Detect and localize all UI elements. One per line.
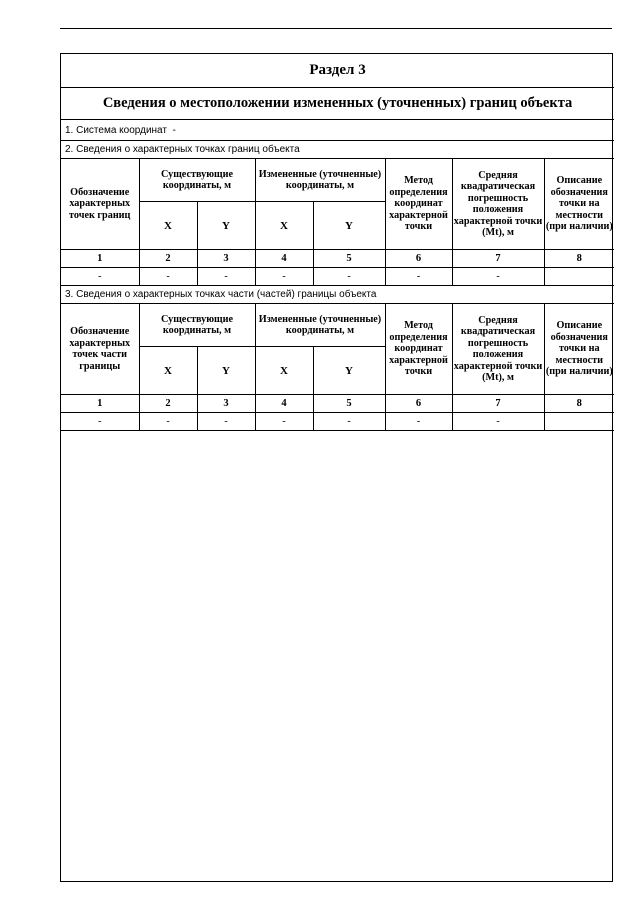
t2-cell: - bbox=[385, 413, 452, 431]
t1-cell: - bbox=[61, 268, 139, 286]
t1-colnum: 4 bbox=[255, 250, 313, 268]
t2-header-description: Описание обозначения точки на местности (при наличии) bbox=[544, 304, 614, 395]
t1-data-row bbox=[61, 268, 614, 286]
t1-colnum: 2 bbox=[139, 250, 197, 268]
t2-header-changed-y: Y bbox=[313, 347, 385, 395]
t2-data-row bbox=[61, 413, 614, 431]
coordinate-system-value: - bbox=[172, 124, 176, 136]
section-frame bbox=[60, 53, 613, 882]
t1-header-changed-x: X bbox=[255, 202, 313, 250]
t2-colnum: 2 bbox=[139, 395, 197, 413]
t1-header-changed-y: Y bbox=[313, 202, 385, 250]
coordinate-system-row bbox=[61, 120, 614, 141]
t1-colnum: 3 bbox=[197, 250, 255, 268]
t2-header-existing-y: Y bbox=[197, 347, 255, 395]
table2-caption: 3. Сведения о характерных точках части (частей) границы объекта bbox=[61, 286, 614, 304]
t1-header-existing-y: Y bbox=[197, 202, 255, 250]
t2-cell: - bbox=[255, 413, 313, 431]
t1-cell: - bbox=[452, 268, 544, 286]
coordinate-system-label: 1. Система координат bbox=[65, 124, 167, 136]
t1-colnum: 5 bbox=[313, 250, 385, 268]
t2-cell: - bbox=[197, 413, 255, 431]
t1-header-existing: Существующие координаты, м bbox=[139, 159, 255, 202]
t2-cell: - bbox=[452, 413, 544, 431]
t1-colnum: 8 bbox=[544, 250, 614, 268]
t1-header-designation: Обозначение характерных точек границ bbox=[61, 159, 139, 250]
t2-colnum: 7 bbox=[452, 395, 544, 413]
t2-header-changed-x: X bbox=[255, 347, 313, 395]
t2-header-error: Средняя квадратическая погрешность положения характерной точки (Mt), м bbox=[452, 304, 544, 395]
t2-cell bbox=[544, 413, 614, 431]
t1-header-method: Метод определения координат характерной точки bbox=[385, 159, 452, 250]
section-title: Раздел 3 bbox=[61, 54, 614, 88]
top-rule bbox=[60, 28, 612, 29]
t2-header-changed: Измененные (уточненные) координаты, м bbox=[255, 304, 385, 347]
t1-colnum: 7 bbox=[452, 250, 544, 268]
document-title: Сведения о местоположении измененных (уточненных) границ объекта bbox=[61, 88, 614, 120]
t2-colnum: 1 bbox=[61, 395, 139, 413]
t2-cell: - bbox=[313, 413, 385, 431]
t1-header-description: Описание обозначения точки на местности (при наличии) bbox=[544, 159, 614, 250]
t2-colnum: 5 bbox=[313, 395, 385, 413]
t1-colnum: 1 bbox=[61, 250, 139, 268]
t2-header-existing: Существующие координаты, м bbox=[139, 304, 255, 347]
t2-colnum: 3 bbox=[197, 395, 255, 413]
t1-colnum: 6 bbox=[385, 250, 452, 268]
t1-cell: - bbox=[255, 268, 313, 286]
t2-colnum: 8 bbox=[544, 395, 614, 413]
t2-colnum: 6 bbox=[385, 395, 452, 413]
t2-colnum: 4 bbox=[255, 395, 313, 413]
t1-cell: - bbox=[385, 268, 452, 286]
t1-cell bbox=[544, 268, 614, 286]
table1-caption: 2. Сведения о характерных точках границ объекта bbox=[61, 141, 614, 159]
t1-header-existing-x: X bbox=[139, 202, 197, 250]
t2-header-designation: Обозначение характерных точек части границы bbox=[61, 304, 139, 395]
t1-cell: - bbox=[139, 268, 197, 286]
section-table bbox=[61, 54, 614, 431]
t2-cell: - bbox=[139, 413, 197, 431]
t1-cell: - bbox=[197, 268, 255, 286]
t1-cell: - bbox=[313, 268, 385, 286]
t1-header-changed: Измененные (уточненные) координаты, м bbox=[255, 159, 385, 202]
t1-header-error: Средняя квадратическая погрешность положения характерной точки (Mt), м bbox=[452, 159, 544, 250]
t2-header-existing-x: X bbox=[139, 347, 197, 395]
t2-cell: - bbox=[61, 413, 139, 431]
t2-header-method: Метод определения координат характерной точки bbox=[385, 304, 452, 395]
